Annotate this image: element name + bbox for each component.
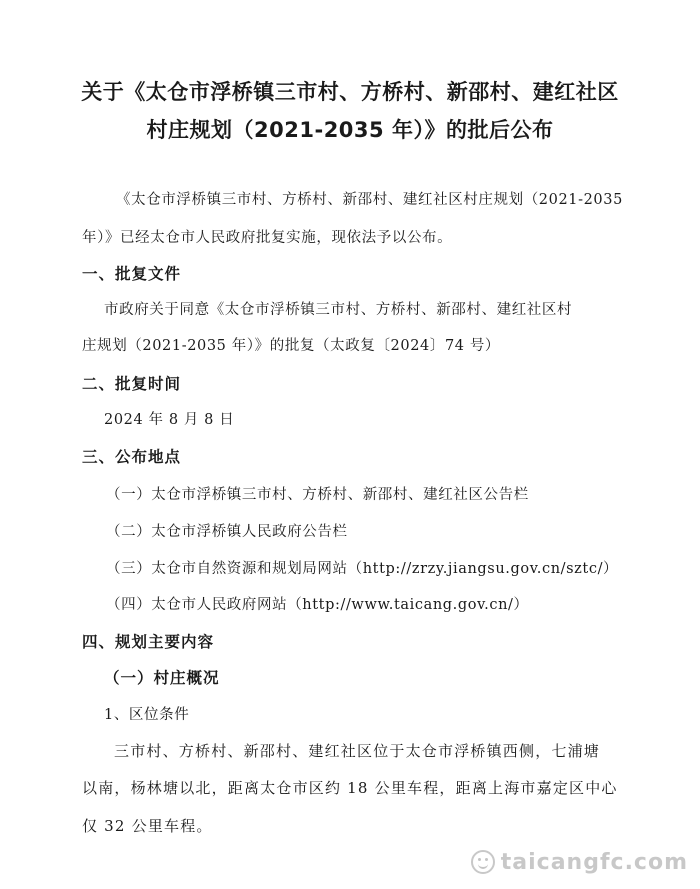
location-item-3: （三）太仓市自然资源和规划局网站（http://zrzy.jiangsu.gov.cn/sztc/） bbox=[106, 561, 619, 577]
approval-date: 2024 年 8 月 8 日 bbox=[104, 412, 235, 428]
section-1-line-1: 市政府关于同意《太仓市浮桥镇三市村、方桥村、新邵村、建红社区村 bbox=[104, 302, 573, 318]
location-item-1: （一）太仓市浮桥镇三市村、方桥村、新邵村、建红社区公告栏 bbox=[106, 487, 529, 503]
section-1-heading: 一、批复文件 bbox=[82, 265, 182, 283]
site-watermark bbox=[471, 847, 688, 877]
section-4-heading: 四、规划主要内容 bbox=[82, 633, 215, 651]
intro-line-2: 年）》已经太仓市人民政府批复实施，现依法予以公布。 bbox=[82, 230, 453, 246]
section-4-para-line-2: 以南，杨林塘以北，距离太仓市区约 18 公里车程，距离上海市嘉定区中心 bbox=[82, 779, 618, 797]
section-2-heading: 二、批复时间 bbox=[82, 375, 182, 393]
watermark-text: taicangfc.com bbox=[500, 849, 688, 875]
document-title-line-2: 村庄规划（2021-2035 年）》的批后公布 bbox=[146, 118, 554, 142]
location-item-4: （四）太仓市人民政府网站（http://www.taicang.gov.cn/） bbox=[106, 597, 529, 613]
section-4-para-line-3: 仅 32 公里车程。 bbox=[82, 817, 213, 835]
section-3-heading: 三、公布地点 bbox=[82, 448, 182, 466]
section-1-line-2: 庄规划（2021-2035 年）》的批复（太政复〔2024〕74 号） bbox=[82, 338, 501, 354]
document-title-line-1: 关于《太仓市浮桥镇三市村、方桥村、新邵村、建红社区 bbox=[81, 80, 619, 104]
location-item-2: （二）太仓市浮桥镇人民政府公告栏 bbox=[106, 524, 348, 540]
section-4-sub-item: 1、区位条件 bbox=[104, 707, 190, 723]
section-4-sub-heading: （一）村庄概况 bbox=[104, 669, 220, 687]
smiley-icon bbox=[471, 850, 495, 874]
intro-line-1: 《太仓市浮桥镇三市村、方桥村、新邵村、建红社区村庄规划（2021-2035 bbox=[116, 192, 623, 208]
section-4-para-line-1: 三市村、方桥村、新邵村、建红社区位于太仓市浮桥镇西侧，七浦塘 bbox=[114, 742, 601, 760]
